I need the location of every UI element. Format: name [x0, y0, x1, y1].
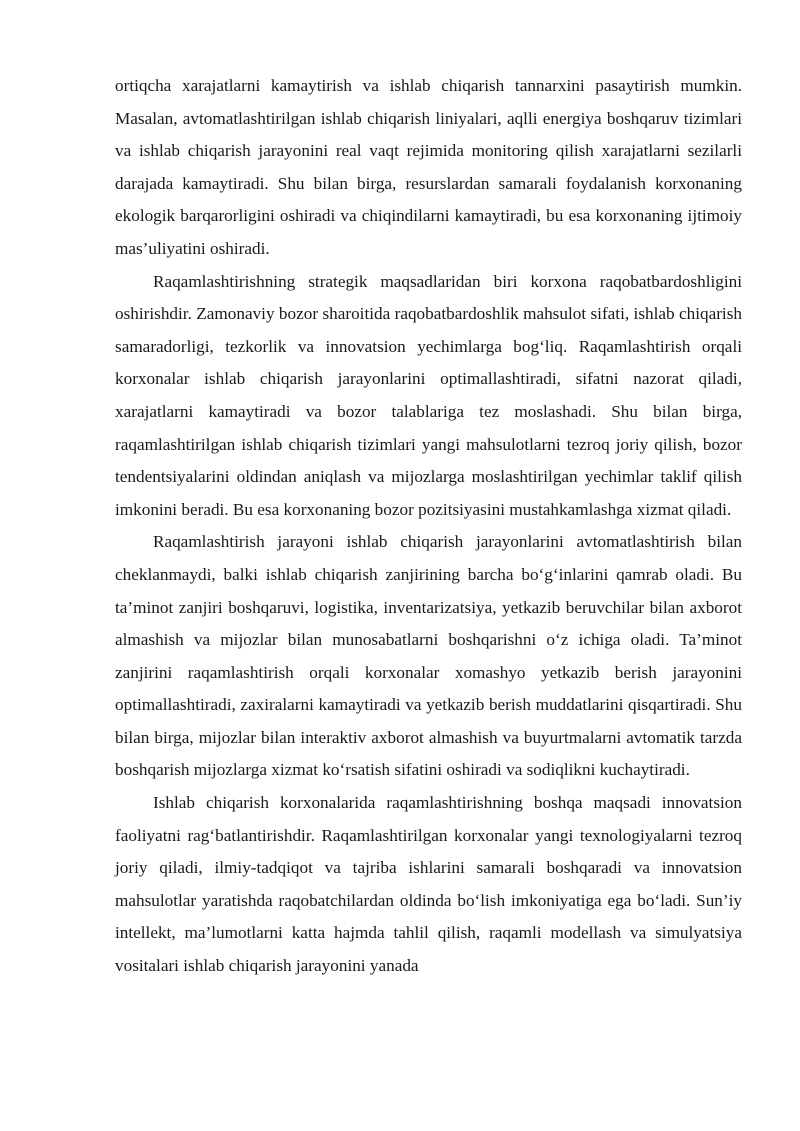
paragraph-1: ortiqcha xarajatlarni kamaytirish va ishlab chiqarish tannarxini pasaytirish mumkin. Masalan, avtomatlashtirilgan ishlab chiqarish liniyalari, aqlli energiya boshqaruv tizimlari va ishlab chiqarish jarayonini real vaqt rejimida monitoring qilish xarajatlarni sezilarli darajada kamaytiradi. Shu bilan birga, resurslardan samarali foydalanish korxonaning ekologik barqarorligini oshiradi va chiqindilarni kamaytiradi, bu esa korxonaning ijtimoiy mas’uliyatini oshiradi.: [115, 76, 742, 258]
paragraph-3: Raqamlashtirish jarayoni ishlab chiqarish jarayonlarini avtomatlashtirish bilan cheklanmaydi, balki ishlab chiqarish zanjirining barcha bo‘g‘inlarini qamrab oladi. Bu ta’minot zanjiri boshqaruvi, logistika, inventarizatsiya, yetkazib beruvchilar bilan axborot almashish va mijozlar bilan munosabatlarni boshqarishni o‘z ichiga oladi. Ta’minot zanjirini raqamlashtirish orqali korxonalar xomashyo yetkazib berish jarayonini optimallashtiradi, zaxiralarni kamaytiradi va yetkazib berish muddatlarini qisqartiradi. Shu bilan birga, mijozlar bilan interaktiv axborot almashish va buyurtmalarni avtomatik tarzda boshqarish mijozlarga xizmat ko‘rsatish sifatini oshiradi va sodiqlikni kuchaytiradi.: [115, 532, 742, 780]
paragraph-4: Ishlab chiqarish korxonalarida raqamlashtirishning boshqa maqsadi innovatsion faoliyatni rag‘batlantirishdir. Raqamlashtirilgan korxonalar yangi texnologiyalarni tezroq joriy qiladi, ilmiy-tadqiqot va tajriba ishlarini samarali boshqaradi va innovatsion mahsulotlar yaratishda raqobatchilardan oldinda bo‘lish imkoniyatiga ega bo‘ladi. Sun’iy intellekt, ma’lumotlarni katta hajmda tahlil qilish, raqamli modellash va simulyatsiya vositalari ishlab chiqarish jarayonini yanada: [115, 793, 742, 976]
paragraph-2: Raqamlashtirishning strategik maqsadlaridan biri korxona raqobatbardoshligini oshirishdir. Zamonaviy bozor sharoitida raqobatbardoshlik mahsulot sifati, ishlab chiqarish samaradorligi, tezkorlik va innovatsion yechimlarga bog‘liq. Raqamlashtirish orqali korxonalar ishlab chiqarish jarayonlarini optimallashtiradi, sifatni nazorat qiladi, xarajatlarni kamaytiradi va bozor talablariga tez moslashadi. Shu bilan birga, raqamlashtirilgan ishlab chiqarish tizimlari yangi mahsulotlarni tezroq joriy qilish, bozor tendentsiyalarini oldindan aniqlash va mijozlarga moslashtirilgan yechimlar taklif qilish imkonini beradi. Bu esa korxonaning bozor pozitsiyasini mustahkamlashga xizmat qiladi.: [115, 271, 742, 519]
document-page: [115, 70, 742, 983]
